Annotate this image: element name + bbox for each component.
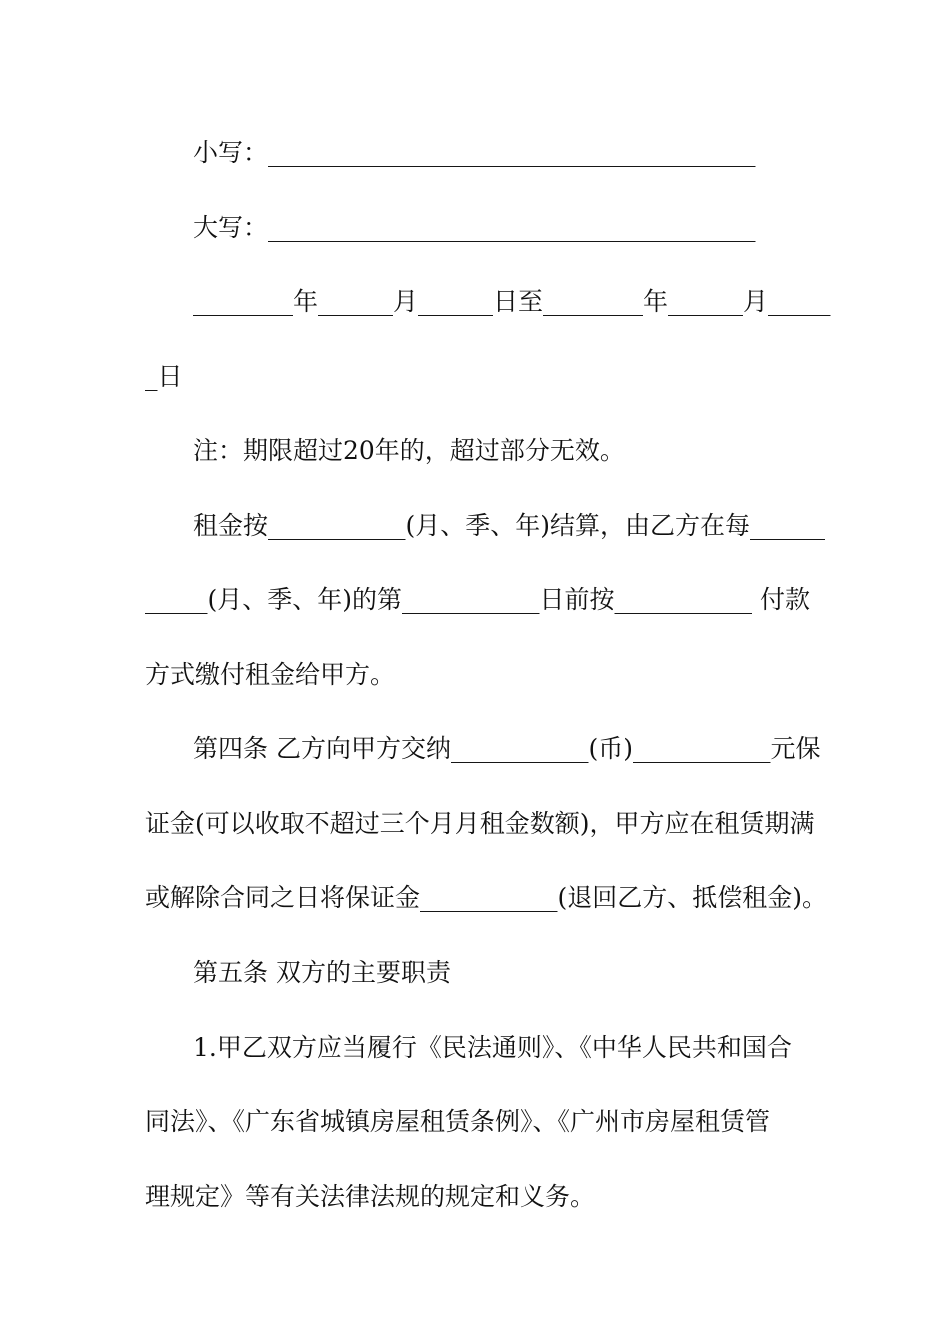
deposit-line: 证金(可以收取不超过三个月月租金数额)，甲方应在租赁期满 (145, 809, 815, 838)
uppercase-amount-line: 大写：_______________________________________ (193, 213, 756, 242)
article-four-line: 第四条 乙方向甲方交纳___________(币)___________元保 (193, 734, 821, 763)
lowercase-amount-line: 小写：_______________________________________ (193, 138, 756, 167)
duty-item-one-line: 1.甲乙双方应当履行《民法通则》、《中华人民共和国合 (193, 1033, 792, 1062)
duty-item-one-line-continued: 同法》、《广东省城镇房屋租赁条例》、《广州市房屋租赁管 (145, 1107, 771, 1136)
article-five-heading: 第五条 双方的主要职责 (193, 958, 451, 987)
deposit-return-line: 或解除合同之日将保证金___________(退回乙方、抵偿租金)。 (145, 883, 828, 912)
term-note-line: 注：期限超过20年的，超过部分无效。 (193, 436, 625, 465)
duty-item-one-line-end: 理规定》等有关法律法规的规定和义务。 (145, 1182, 596, 1211)
term-dates-line: ________年______月______日至________年______月_____ (193, 287, 831, 316)
term-dates-line-continued: _日 (145, 362, 183, 391)
rent-payment-line-end: 方式缴付租金给甲方。 (145, 660, 396, 689)
rent-settlement-line: 租金按___________(月、季、年)结算，由乙方在每______ (193, 511, 826, 540)
rent-payment-line: _____(月、季、年)的第___________日前按___________ 付款 (145, 585, 810, 614)
